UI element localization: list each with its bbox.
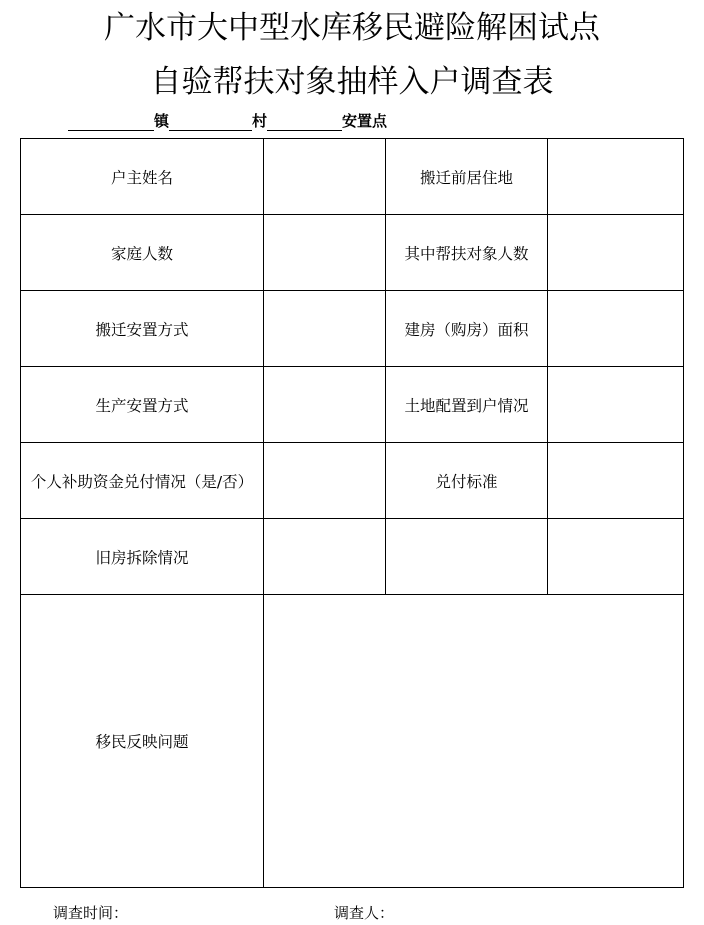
table-row bbox=[21, 443, 684, 519]
land-allocation-label: 土地配置到户情况 bbox=[386, 367, 548, 443]
relocation-method-label: 搬迁安置方式 bbox=[21, 291, 264, 367]
householder-name-cell[interactable] bbox=[264, 139, 386, 215]
village-label: 村 bbox=[252, 112, 268, 130]
town-blank[interactable] bbox=[68, 115, 154, 131]
assisted-persons-cell[interactable] bbox=[548, 215, 684, 291]
survey-table bbox=[20, 138, 684, 888]
empty-label-cell bbox=[386, 519, 548, 595]
land-allocation-cell[interactable] bbox=[548, 367, 684, 443]
table-row bbox=[21, 215, 684, 291]
issues-cell[interactable] bbox=[264, 595, 684, 888]
assisted-persons-label: 其中帮扶对象人数 bbox=[386, 215, 548, 291]
family-size-label: 家庭人数 bbox=[21, 215, 264, 291]
table-row bbox=[21, 139, 684, 215]
family-size-cell[interactable] bbox=[264, 215, 386, 291]
table-row bbox=[21, 367, 684, 443]
previous-residence-cell[interactable] bbox=[548, 139, 684, 215]
town-label: 镇 bbox=[154, 112, 170, 130]
settlement-label: 安置点 bbox=[342, 112, 388, 130]
householder-name-label: 户主姓名 bbox=[21, 139, 264, 215]
payment-standard-label: 兑付标准 bbox=[386, 443, 548, 519]
title-line-1: 广水市大中型水库移民避险解困试点 bbox=[104, 10, 600, 46]
table-row bbox=[21, 519, 684, 595]
title-line-2: 自验帮扶对象抽样入户调查表 bbox=[150, 64, 554, 100]
location-line bbox=[68, 111, 387, 131]
table-row bbox=[21, 291, 684, 367]
production-method-cell[interactable] bbox=[264, 367, 386, 443]
surveyor-label: 调查人： bbox=[334, 904, 395, 922]
old-house-demolition-cell[interactable] bbox=[264, 519, 386, 595]
subsidy-payment-cell[interactable] bbox=[264, 443, 386, 519]
subsidy-payment-label: 个人补助资金兑付情况（是/否） bbox=[21, 443, 264, 519]
settlement-blank[interactable] bbox=[267, 115, 342, 131]
housing-area-label: 建房（购房）面积 bbox=[386, 291, 548, 367]
old-house-demolition-label: 旧房拆除情况 bbox=[21, 519, 264, 595]
survey-time-label: 调查时间： bbox=[53, 904, 129, 922]
previous-residence-label: 搬迁前居住地 bbox=[386, 139, 548, 215]
empty-value-cell[interactable] bbox=[548, 519, 684, 595]
relocation-method-cell[interactable] bbox=[264, 291, 386, 367]
issues-label: 移民反映问题 bbox=[21, 595, 264, 888]
payment-standard-cell[interactable] bbox=[548, 443, 684, 519]
housing-area-cell[interactable] bbox=[548, 291, 684, 367]
production-method-label: 生产安置方式 bbox=[21, 367, 264, 443]
table-row bbox=[21, 595, 684, 888]
village-blank[interactable] bbox=[169, 115, 252, 131]
